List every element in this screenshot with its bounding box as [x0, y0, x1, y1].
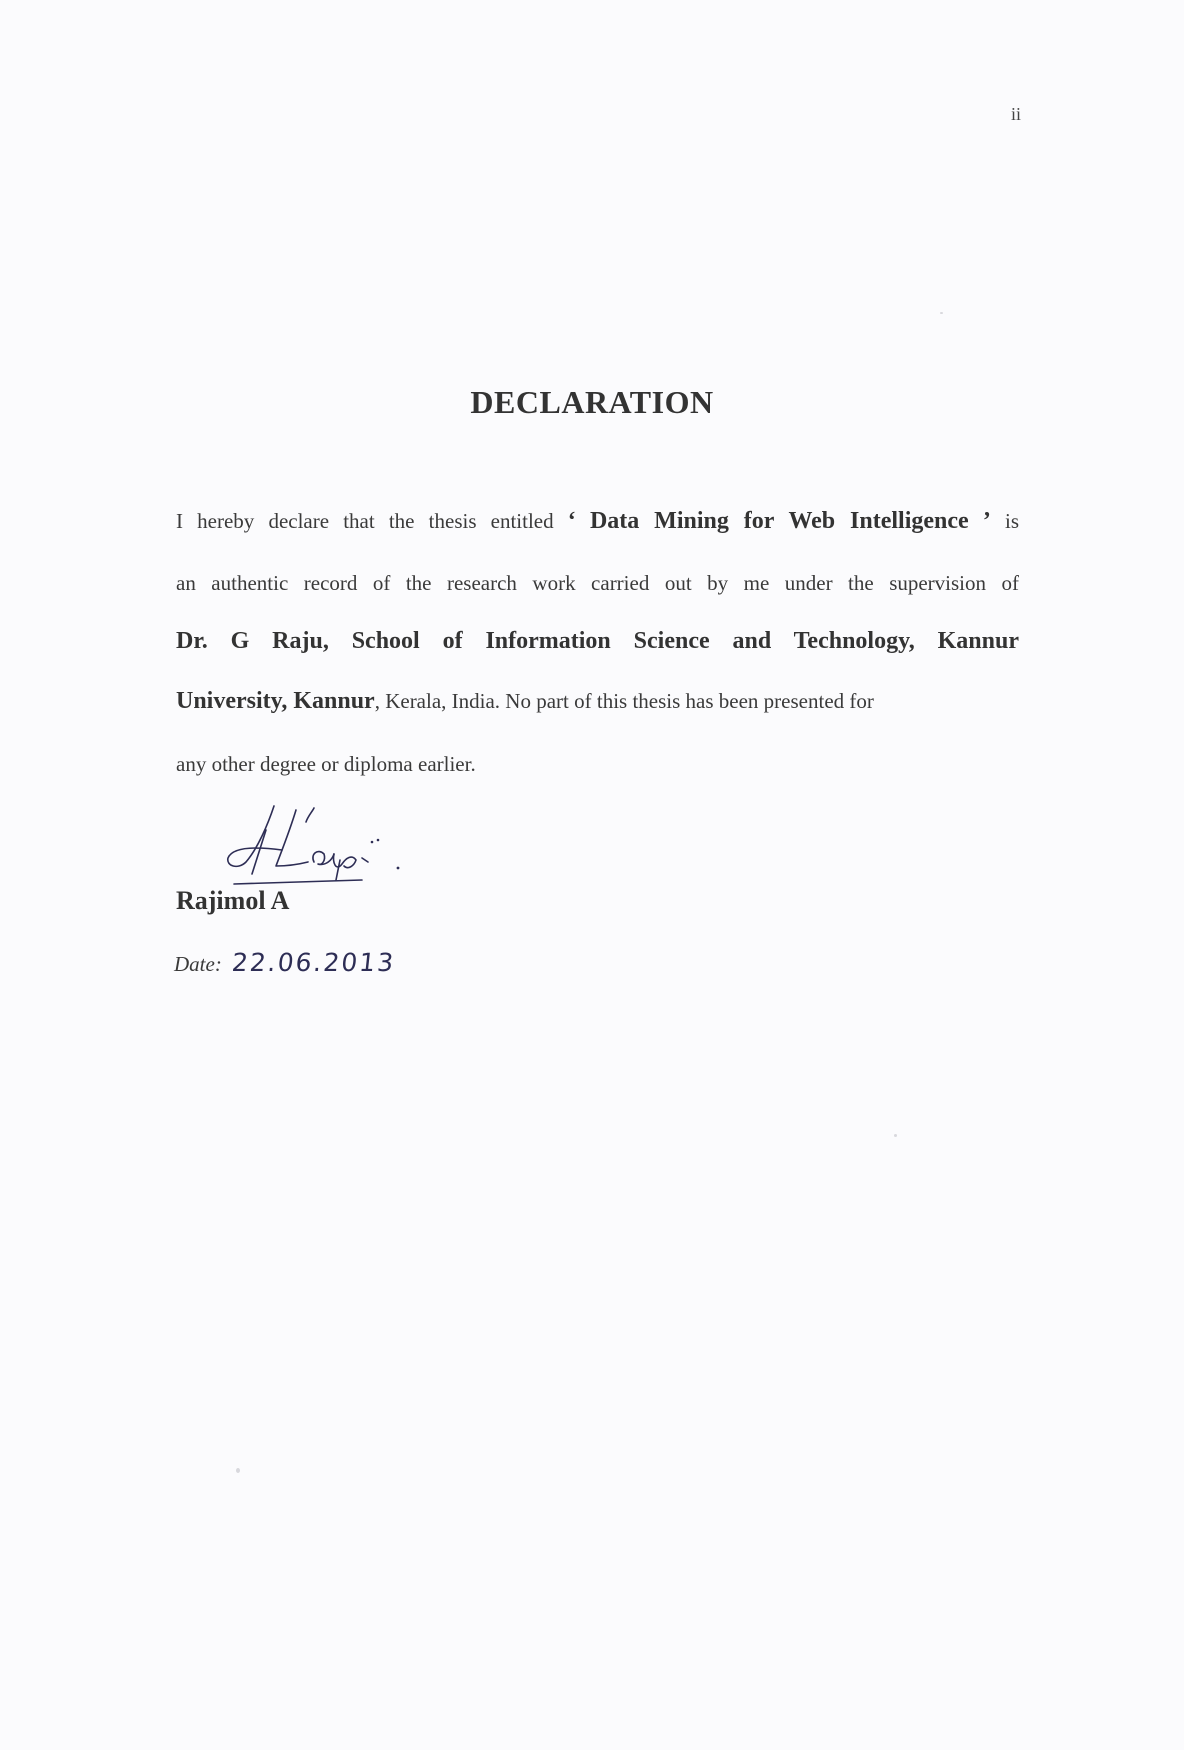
declaration-line-5: any other degree or diploma earlier.	[176, 752, 476, 776]
declaration-line-3	[176, 628, 1019, 655]
declaration-text: is	[1005, 509, 1020, 533]
declaration-line-1	[176, 508, 1019, 535]
declaration-line-2: an authentic record of the research work carried out by me under the supervision of	[176, 571, 1019, 595]
date-row	[174, 948, 395, 977]
scan-speck	[940, 312, 943, 314]
date-value: 22.06.2013	[230, 948, 397, 977]
signer-name: Rajimol A	[176, 886, 290, 915]
declaration-line-4	[176, 688, 1019, 715]
page-title: DECLARATION	[470, 384, 714, 420]
thesis-title: Data Mining for Web Intelligence	[589, 508, 969, 534]
title-open-quote: ‘	[567, 508, 576, 534]
scan-speck	[894, 1134, 897, 1137]
date-label: Date:	[174, 952, 222, 976]
declaration-text: I hereby declare that the thesis entitled	[176, 509, 554, 533]
scan-speck	[236, 1468, 240, 1473]
title-close-quote: ’	[982, 508, 991, 534]
signature-image	[222, 800, 422, 886]
university-name: University, Kannur	[176, 688, 375, 714]
page-number: ii	[1011, 104, 1022, 124]
supervisor-name: Dr. G Raju, School of Information Science and Technology, Kannur	[176, 628, 1019, 654]
declaration-text: , Kerala, India. No part of this thesis has been presented for	[374, 689, 874, 713]
